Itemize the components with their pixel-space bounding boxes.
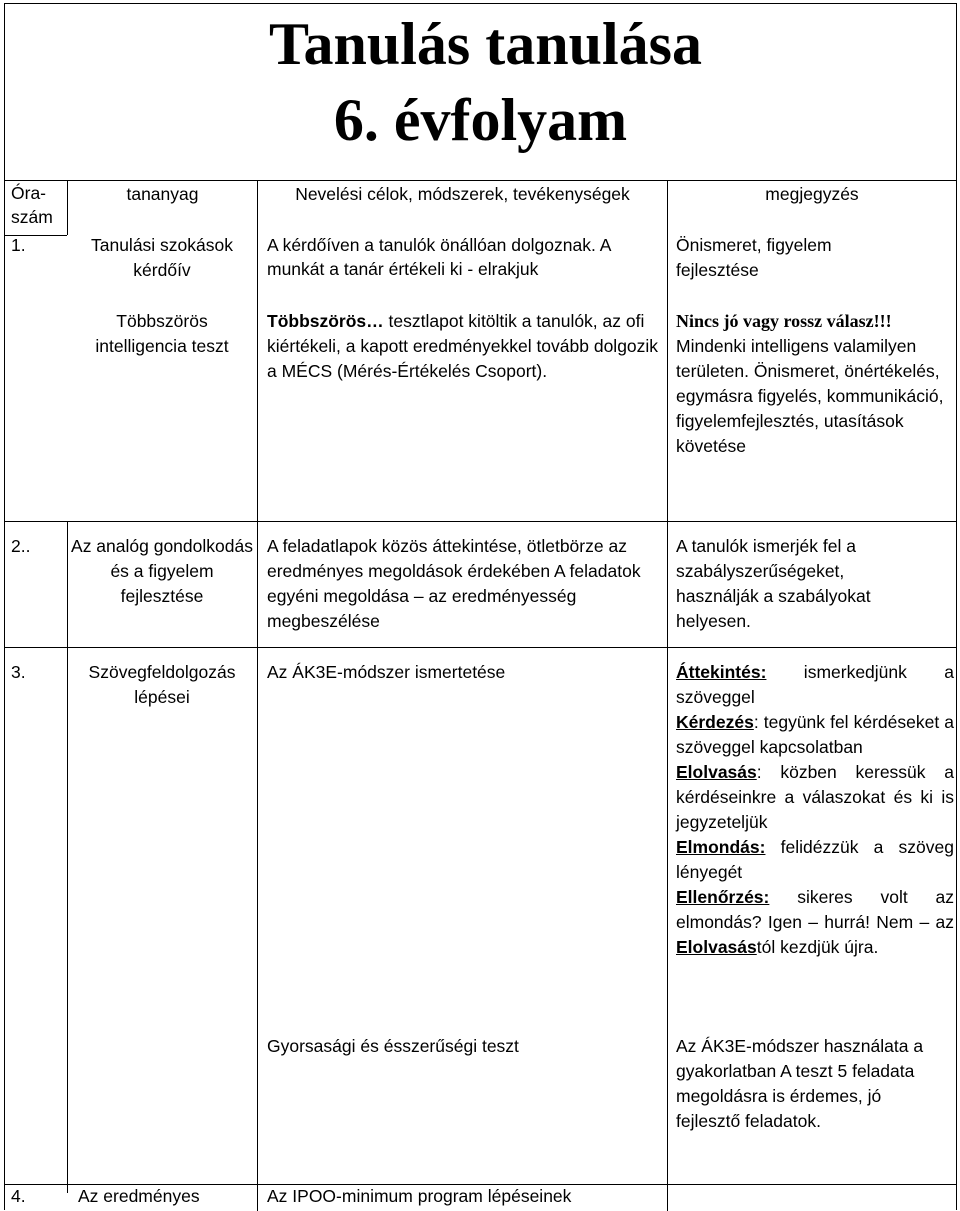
col-divider-3: [667, 180, 668, 1211]
row4-topic: Az eredményes: [78, 1186, 200, 1206]
row1b-note-extra: Önismeret, önértékelés, egymásra figyelés, kommunikáció, figyelemfejlesztés, utasítások követése: [676, 361, 944, 456]
step-elmondas-text: felidézzük a szöveg lényegét: [676, 837, 954, 882]
row-divider-1: [5, 521, 956, 522]
step-kerdezes-text: : tegyünk fel kérdéseket a szöveggel kapcsolatban: [676, 712, 954, 757]
row4-activity: Az IPOO-minimum program lépéseinek: [267, 1186, 572, 1206]
row1b-activity: [267, 309, 662, 384]
row-divider-2: [5, 647, 956, 648]
row2-number: 2..: [11, 536, 31, 556]
step-ellenorzes-text: sikeres volt az elmondás? Igen – hurrá! Nem – az: [676, 887, 954, 932]
row1b-activity-bold: Többszörös…: [267, 311, 384, 331]
document-page: [4, 3, 957, 1210]
step-kerdezes-key: Kérdezés: [676, 712, 754, 732]
step-attekintes-text: ismerkedjünk a szöveggel: [676, 662, 954, 707]
step-attekintes-key: Áttekintés:: [676, 662, 767, 682]
col-divider-2: [257, 180, 258, 1211]
row1b-note-text: Mindenki intelligens valamilyen területen.: [676, 336, 917, 381]
step-elolvasas-key: Elolvasás: [676, 762, 757, 782]
row1b-note-bold: Nincs jó vagy rossz válasz!!!: [676, 311, 892, 331]
row2-note: A tanulók ismerjék fel a szabályszerűségeket, használják a szabályokat helyesen.: [676, 536, 871, 631]
row1-note: Önismeret, figyelem fejlesztése: [676, 235, 832, 280]
row2-topic: Az analóg gondolkodás és a figyelem fejlesztése: [71, 536, 253, 606]
step-ellenorzes-key2: Elolvasás: [676, 937, 757, 957]
header-tananyag: tananyag: [126, 184, 199, 204]
document-title: Tanulás tanulása: [268, 11, 702, 77]
col-divider-1b: [67, 521, 68, 1193]
row1-number: 1.: [11, 235, 26, 255]
row3b-note: Az ÁK3E-módszer használata a gyakorlatban A teszt 5 feladata megoldásra is érdemes, jó fejlesztő feladatok.: [676, 1036, 924, 1131]
row3-number: 3.: [11, 662, 26, 682]
row3-topic: Szövegfeldolgozás lépései: [88, 662, 236, 707]
header-ora: Óra-szám: [11, 183, 53, 227]
row4-number: 4.: [11, 1186, 26, 1206]
row2-activity: A feladatlapok közös áttekintése, ötletbörze az eredményes megoldások érdekében A feladatok egyéni megoldása – az eredményesség megbeszélése: [267, 536, 641, 631]
header-nevelesi: Nevelési célok, módszerek, tevékenységek: [295, 184, 630, 204]
row3-activity: Az ÁK3E-módszer ismertetése: [267, 662, 506, 682]
step-elolvasas-text: : közben keressük a kérdéseinkre a válaszokat és ki is jegyzeteljük: [676, 762, 954, 832]
row1b-activity-text: tesztlapot kitöltik a tanulók, az ofi kiértékeli, a kapott eredményekkel tovább dolgozik a MÉCS (Mérés-Értékelés Csoport).: [267, 311, 659, 381]
row1b-topic: Többszörös intelligencia teszt: [95, 311, 229, 356]
header-megjegyzes: megjegyzés: [765, 184, 859, 204]
row1-topic: Tanulási szokások kérdőív: [90, 235, 234, 280]
row1b-note: [676, 309, 956, 459]
title-block: [5, 4, 956, 181]
row1-activity: A kérdőíven a tanulók önállóan dolgoznak. A munkát a tanár értékeli ki - elrakjuk: [267, 235, 611, 279]
step-ellenorzes-text2: tól kezdjük újra.: [756, 937, 879, 957]
document-subtitle: 6. évfolyam: [333, 87, 628, 153]
step-elmondas-key: Elmondás:: [676, 837, 766, 857]
row3b-activity: Gyorsasági és ésszerűségi teszt: [267, 1036, 519, 1056]
step-ellenorzes-key: Ellenőrzés:: [676, 887, 770, 907]
row3-steps: [676, 660, 954, 960]
